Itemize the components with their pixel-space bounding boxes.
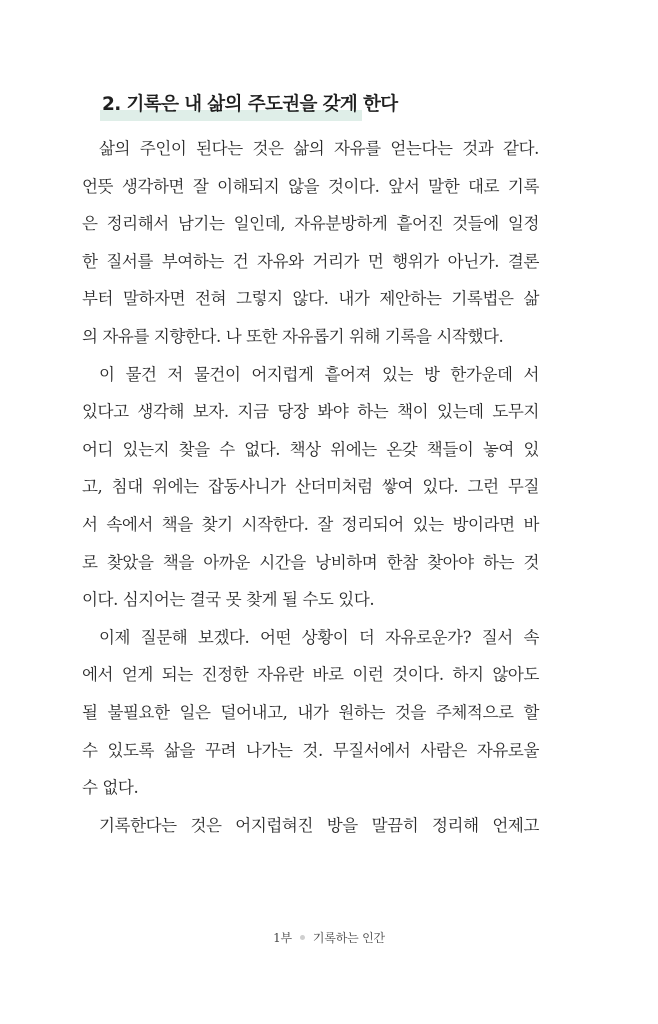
text-line: 로 찾았을 책을 아까운 시간을 낭비하며 한참 찾아야 하는 것 [82,552,539,572]
footer-part-number: 1부 [273,931,292,945]
text-line: 어디 있는지 찾을 수 없다. 책상 위에는 온갖 책들이 놓여 있 [82,439,539,459]
text-line: 은 정리해서 남기는 일인데, 자유분방하게 흩어진 것들에 일정 [82,214,539,234]
text-line: 있다고 생각해 보자. 지금 당장 봐야 하는 책이 있는데 도무지 [82,402,539,422]
footer-part-title: 기록하는 인간 [312,931,385,945]
text-line: 이다. 심지어는 결국 못 찾게 될 수도 있다. [82,590,375,610]
section-heading: 2. 기록은 내 삶의 주도권을 갖게 한다 [102,94,398,115]
bullet-dot-icon [300,935,305,940]
text-line: 이 물건 저 물건이 어지럽게 흩어져 있는 방 한가운데 서 [99,364,539,384]
text-line: 수 없다. [82,778,139,798]
text-line: 부터 말하자면 전혀 그렇지 않다. 내가 제안하는 기록법은 삶 [82,289,539,309]
page-footer [0,929,658,946]
text-line: 기록한다는 것은 어지럽혀진 방을 말끔히 정리해 언제고 [99,815,539,835]
text-line: 언뜻 생각하면 잘 이해되지 않을 것이다. 앞서 말한 대로 기록 [82,176,539,196]
text-line: 의 자유를 지향한다. 나 또한 자유롭기 위해 기록을 시작했다. [82,326,504,346]
body-text [82,130,539,844]
text-line: 서 속에서 책을 찾기 시작한다. 잘 정리되어 있는 방이라면 바 [82,514,539,534]
text-line: 에서 얻게 되는 진정한 자유란 바로 이런 것이다. 하지 않아도 [82,665,539,685]
text-line: 고, 침대 위에는 잡동사니가 산더미처럼 쌓여 있다. 그런 무질 [82,477,539,497]
text-line: 될 불필요한 일은 덜어내고, 내가 원하는 것을 주체적으로 할 [82,702,539,722]
text-line: 한 질서를 부여하는 건 자유와 거리가 먼 행위가 아닌가. 결론 [82,251,539,271]
section-heading-block [100,92,398,122]
text-line: 수 있도록 삶을 꾸려 나가는 것. 무질서에서 사람은 자유로울 [82,740,539,760]
text-line: 삶의 주인이 된다는 것은 삶의 자유를 얻는다는 것과 같다. [99,139,539,158]
text-line: 이제 질문해 보겠다. 어떤 상황이 더 자유로운가? 질서 속 [99,627,539,647]
